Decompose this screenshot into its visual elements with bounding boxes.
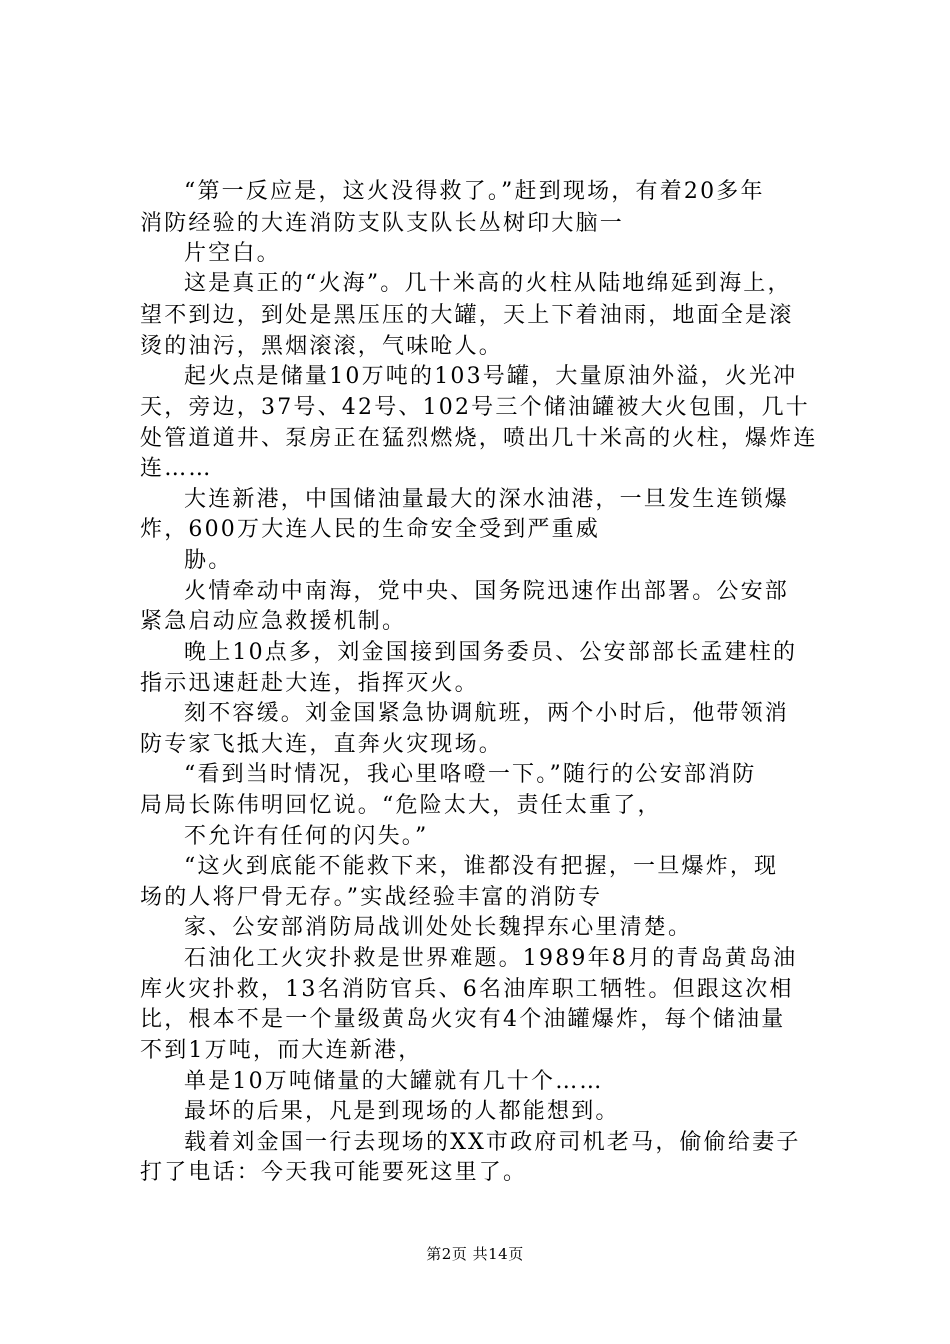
- text-line: 大连新港，中国储油量最大的深水油港，一旦发生连锁爆: [184, 487, 790, 512]
- text-line: 载着刘金国一行去现场的XX市政府司机老马，偷偷给妻子: [184, 1130, 801, 1155]
- text-line: 刻不容缓。刘金国紧急协调航班，两个小时后，他带领消: [184, 701, 790, 726]
- text-line: 晚上10点多，刘金国接到国务委员、公安部部长孟建柱的: [184, 640, 798, 665]
- page-number-footer: 第2页 共14页: [426, 1245, 524, 1263]
- text-line: 指示迅速赶赴大连，指挥灭火。: [140, 671, 479, 696]
- text-line: “第一反应是，这火没得救了。”赶到现场，有着20多年: [184, 179, 765, 204]
- text-line: 打了电话：今天我可能要死这里了。: [140, 1160, 528, 1185]
- text-line: 家、公安部消防局战训处处长魏捍东心里清楚。: [184, 915, 693, 940]
- text-line: 最坏的后果，凡是到现场的人都能想到。: [184, 1099, 620, 1124]
- text-line: 这是真正的“火海”。几十米高的火柱从陆地绵延到海上，: [184, 271, 792, 296]
- text-line: 望不到边，到处是黑压压的大罐，天上下着油雨，地面全是滚: [140, 303, 794, 328]
- text-line: 火情牵动中南海，党中央、国务院迅速作出部署。公安部: [184, 579, 790, 604]
- text-line: 烫的油污，黑烟滚滚，气味呛人。: [140, 334, 504, 359]
- text-line: “看到当时情况，我心里咯噔一下。”随行的公安部消防: [184, 762, 757, 787]
- text-line: 胁。: [184, 548, 233, 573]
- text-line: 防专家飞抵大连，直奔火灾现场。: [140, 732, 504, 757]
- text-line: 单是10万吨储量的大罐就有几十个……: [184, 1069, 604, 1094]
- text-line: 石油化工火灾扑救是世界难题。1989年8月的青岛黄岛油: [184, 946, 798, 971]
- text-line: 消防经验的大连消防支队支队长丛树印大脑一: [140, 211, 625, 236]
- text-line: 片空白。: [184, 241, 281, 266]
- text-line: 不到1万吨，而大连新港，: [140, 1038, 423, 1063]
- text-line: 天，旁边，37号、42号、102号三个储油罐被大火包围，几十: [140, 395, 810, 420]
- text-line: 紧急启动应急救援机制。: [140, 609, 407, 634]
- text-line: 库火灾扑救，13名消防官兵、6名油库职工牺牲。但跟这次相: [140, 977, 794, 1002]
- text-line: 不允许有任何的闪失。”: [184, 824, 429, 849]
- text-line: 比，根本不是一个量级黄岛火灾有4个油罐爆炸，每个储油量: [140, 1007, 786, 1032]
- text-line: 局局长陈伟明回忆说。“危险太大，责任太重了，: [140, 793, 662, 818]
- text-line: “这火到底能不能救下来，谁都没有把握，一旦爆炸，现: [184, 854, 779, 879]
- text-line: 场的人将尸骨无存。”实战经验丰富的消防专: [140, 885, 603, 910]
- text-line: 起火点是储量10万吨的103号罐，大量原油外溢，火光冲: [184, 364, 798, 389]
- text-line: 炸，600万大连人民的生命安全受到严重威: [140, 517, 600, 542]
- text-line: 处管道道井、泵房正在猛烈燃烧，喷出几十米高的火柱，爆炸连: [140, 426, 818, 451]
- text-line: 连……: [140, 456, 213, 481]
